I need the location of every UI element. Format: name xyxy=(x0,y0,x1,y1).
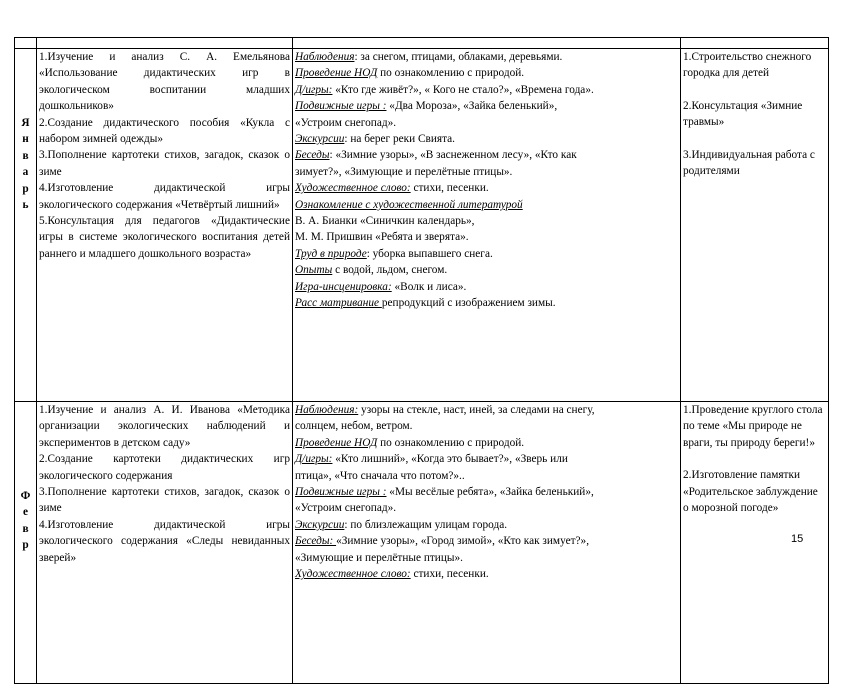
month-letter: Я xyxy=(21,117,30,129)
methodical-item: 2.Создание дидактического пособия «Кукла с набором зимней одежды» xyxy=(39,116,290,146)
methodical-item: 1.Изучение и анализ А. И. Иванова «Методика организации экологических наблюдений и экспериментов в детском саду» xyxy=(39,404,290,449)
activity-line: Проведение НОД по ознакомлению с природой. xyxy=(295,436,525,449)
month-letter: н xyxy=(22,133,29,146)
methodical-item: 3.Пополнение картотеки стихов, загадок, сказок о зиме xyxy=(39,486,290,515)
activity-line: Экскурсии: по близлежащим улицам города. xyxy=(295,518,508,531)
methodical-item: 3.Пополнение картотеки стихов, загадок, сказок о зиме xyxy=(39,149,290,178)
parents-item: 3.Индивидуальная работа с родителями xyxy=(683,148,815,178)
activity-line: Опыты с водой, льдом, снегом. xyxy=(295,264,448,277)
parents-item: 1.Проведение круглого стола по теме «Мы природе не враги, ты природу береги!» xyxy=(683,404,823,449)
parents-item: 2.Изготовление памятки «Родительское заблуждение о морозной погоде» xyxy=(683,469,818,515)
methodical-item: 4.Изготовление дидактической игры экологического содержания «Четвёртый лишний» xyxy=(39,182,290,211)
activity-line: Художественное слово: стихи, песенки. xyxy=(295,568,489,581)
month-letter: е xyxy=(22,506,28,519)
month-letter: Ф xyxy=(20,490,31,502)
methodical-item: 5.Консультация для педагогов «Дидактические игры в системе экологического воспитания детей раннего и младшего дошкольного возраста» xyxy=(39,215,290,260)
activity-line: М. М. Пришвин «Ребята и зверята». xyxy=(295,231,469,244)
month-letter: ь xyxy=(22,199,29,212)
month-letter: а xyxy=(22,166,29,179)
header-cell-parents xyxy=(681,38,829,49)
activity-line: Беседы: «Зимние узоры», «Город зимой», «Кто как зимует?», xyxy=(295,535,590,548)
month-february xyxy=(15,402,37,684)
activity-line: Проведение НОД по ознакомлению с природой. xyxy=(295,67,525,80)
activity-line: «Устроим снегопад». xyxy=(295,502,397,515)
header-cell-month xyxy=(15,38,37,49)
methodical-item: 2.Создание картотеки дидактических игр экологического содержания xyxy=(39,453,290,482)
plan-table xyxy=(14,37,829,684)
february-methodical-cell xyxy=(37,402,293,684)
activity-line: Экскурсии: на берег реки Свията. xyxy=(295,133,455,146)
activity-line: Наблюдения: узоры на стекле, наст, иней, за следами на снегу, xyxy=(295,404,595,416)
activity-line: зимует?», «Зимующие и перелётные птицы». xyxy=(295,165,513,178)
january-activities-cell xyxy=(293,49,681,402)
activity-line: Д/игры: «Кто лишний», «Когда это бывает?», «Зверь или xyxy=(295,453,568,466)
month-letter: в xyxy=(22,522,29,535)
january-row xyxy=(15,49,829,402)
month-january xyxy=(15,49,37,402)
february-activities-cell xyxy=(293,402,681,684)
january-parents-cell xyxy=(681,49,829,402)
activity-line: Труд в природе: уборка выпавшего снега. xyxy=(295,247,493,260)
activity-line: Подвижные игры : «Два Мороза», «Зайка беленький», xyxy=(295,100,558,113)
february-row xyxy=(15,402,829,684)
month-letter: в xyxy=(22,149,29,162)
methodical-item: 1.Изучение и анализ С. А. Емельянова «Использование дидактических игр в экологическом воспитании младших дошкольников» xyxy=(39,51,290,113)
activity-line: Игра-инсценировка: «Волк и лиса». xyxy=(295,280,467,293)
header-cell-methodical xyxy=(37,38,293,49)
activity-line: Д/игры: «Кто где живёт?», « Кого не стало?», «Времена года». xyxy=(295,83,594,96)
activity-line: Наблюдения: за снегом, птицами, облаками, деревьями. xyxy=(295,51,563,63)
header-cell-activities xyxy=(293,38,681,49)
activity-line: Художественное слово: стихи, песенки. xyxy=(295,182,489,195)
activity-line: птица», «Что сначала что потом?».. xyxy=(295,469,465,482)
parents-item: 1.Строительство снежного городка для детей xyxy=(683,51,812,80)
month-letter: р xyxy=(22,539,29,552)
january-methodical-cell xyxy=(37,49,293,402)
methodical-item: 4.Изготовление дидактической игры экологического содержания «Следы невиданных зверей» xyxy=(39,518,290,564)
header-row xyxy=(15,38,829,49)
month-letter: р xyxy=(22,182,29,195)
activity-line: Расс матривание репродукций с изображением зимы. xyxy=(295,297,556,310)
activity-line: «Устроим снегопад». xyxy=(295,116,397,129)
activity-line: Беседы: «Зимние узоры», «В заснеженном лесу», «Кто как xyxy=(295,149,577,162)
activity-line: В. А. Бианки «Синичкин календарь», xyxy=(295,215,475,228)
parents-item: 2.Консультация «Зимние травмы» xyxy=(683,99,803,129)
activity-line: Подвижные игры : «Мы весёлые ребята», «Зайка беленький», xyxy=(295,486,594,499)
activity-line: Ознакомление с художественной литературой xyxy=(295,198,523,211)
activity-line: «Зимующие и перелётные птицы». xyxy=(295,551,463,564)
page-number: 15 xyxy=(791,533,804,545)
activity-line: солнцем, небом, ветром. xyxy=(295,420,413,433)
february-parents-cell xyxy=(681,402,829,684)
